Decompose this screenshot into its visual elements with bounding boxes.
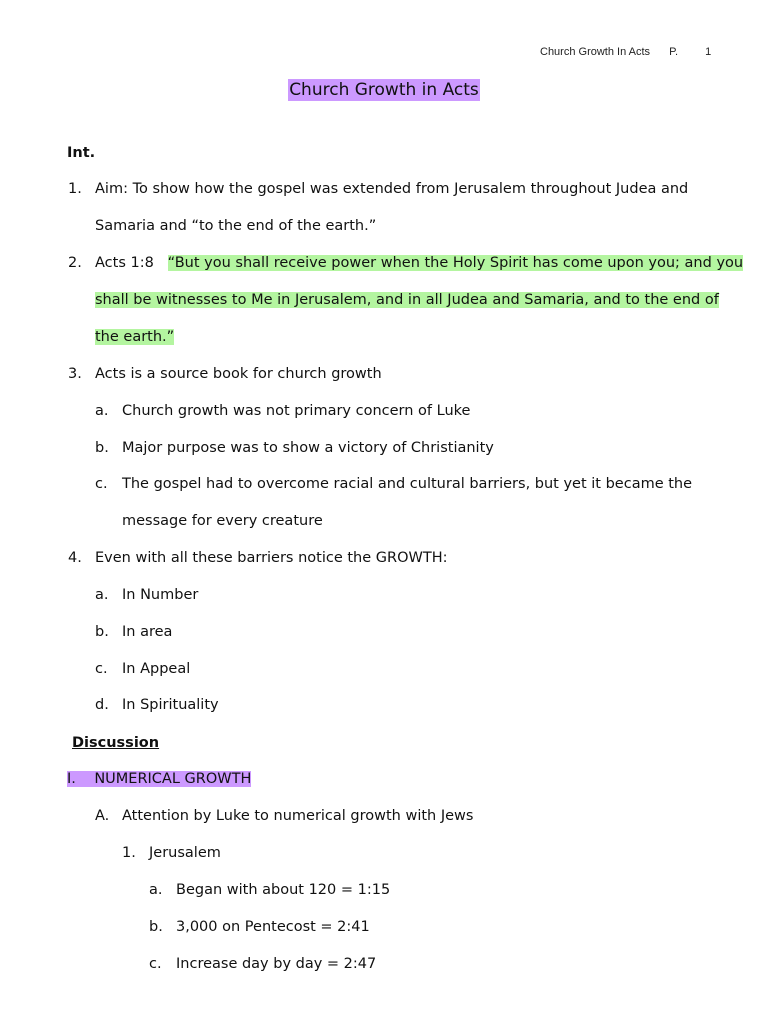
item-4a-label: a.: [95, 587, 109, 603]
item-3b-text: Major purpose was to show a victory of Christianity: [122, 440, 494, 456]
item-4d-text: In Spirituality: [122, 697, 219, 713]
item-4-text: Even with all these barriers notice the GROWTH:: [95, 550, 448, 566]
item-2-quote-part-3: the earth.”: [95, 329, 175, 345]
item-3b-label: b.: [95, 440, 109, 456]
item-4-number: 4.: [68, 550, 82, 566]
item-1-number: 1.: [68, 181, 82, 197]
item-4c-label: c.: [95, 661, 108, 677]
running-header: [540, 46, 711, 58]
item-2-quote-part-1: “But you shall receive power when the Holy Spirit has come upon you; and you: [167, 255, 744, 271]
header-page-label: P.: [669, 46, 679, 58]
section-1-a-text: Attention by Luke to numerical growth with Jews: [122, 808, 474, 824]
item-1-text-line-2: Samaria and “to the end of the earth.”: [95, 218, 377, 234]
section-1-a-1-a-label: a.: [149, 882, 163, 898]
item-3c-text-line-2: message for every creature: [122, 513, 323, 529]
item-3c-text-line-1: The gospel had to overcome racial and cultural barriers, but yet it became the: [122, 476, 693, 492]
item-3-number: 3.: [68, 366, 82, 382]
header-page-number: 1: [705, 46, 712, 58]
item-3c-label: c.: [95, 476, 108, 492]
section-1-a-1-text: Jerusalem: [149, 845, 221, 861]
item-1-text-line-1: Aim: To show how the gospel was extended from Jerusalem throughout Judea and: [95, 181, 689, 197]
item-4b-label: b.: [95, 624, 109, 640]
item-2-line-2: [95, 290, 719, 310]
section-1-a-1-c-label: c.: [149, 956, 162, 972]
item-2-reference: Acts 1:8: [95, 255, 154, 271]
section-1-roman-numeral: I.: [67, 771, 76, 787]
item-3a-text: Church growth was not primary concern of Luke: [122, 403, 471, 419]
header-doc-title: Church Growth In Acts: [540, 46, 651, 58]
item-2-line-1: [95, 253, 743, 273]
section-1-a-1-label: 1.: [122, 845, 136, 861]
item-4c-text: In Appeal: [122, 661, 191, 677]
item-3a-label: a.: [95, 403, 109, 419]
section-1-a-1-c-text: Increase day by day = 2:47: [176, 956, 377, 972]
section-1-a-1-b-label: b.: [149, 919, 163, 935]
item-3-text: Acts is a source book for church growth: [95, 366, 382, 382]
intro-heading: Int.: [67, 145, 96, 161]
section-1-a-label: A.: [95, 808, 110, 824]
section-1-a-1-b-text: 3,000 on Pentecost = 2:41: [176, 919, 370, 935]
document-title: Church Growth in Acts: [289, 80, 479, 100]
item-2-line-3: [95, 327, 174, 347]
item-4b-text: In area: [122, 624, 173, 640]
section-1-heading: NUMERICAL GROWTH: [94, 771, 252, 787]
section-1-a-1-a-text: Began with about 120 = 1:15: [176, 882, 391, 898]
item-4a-text: In Number: [122, 587, 199, 603]
item-2-number: 2.: [68, 255, 82, 271]
discussion-heading: Discussion: [72, 735, 160, 751]
item-4d-label: d.: [95, 697, 109, 713]
section-1-heading-row: [67, 769, 251, 789]
item-2-quote-part-2: shall be witnesses to Me in Jerusalem, and in all Judea and Samaria, and to the end of: [95, 292, 719, 308]
